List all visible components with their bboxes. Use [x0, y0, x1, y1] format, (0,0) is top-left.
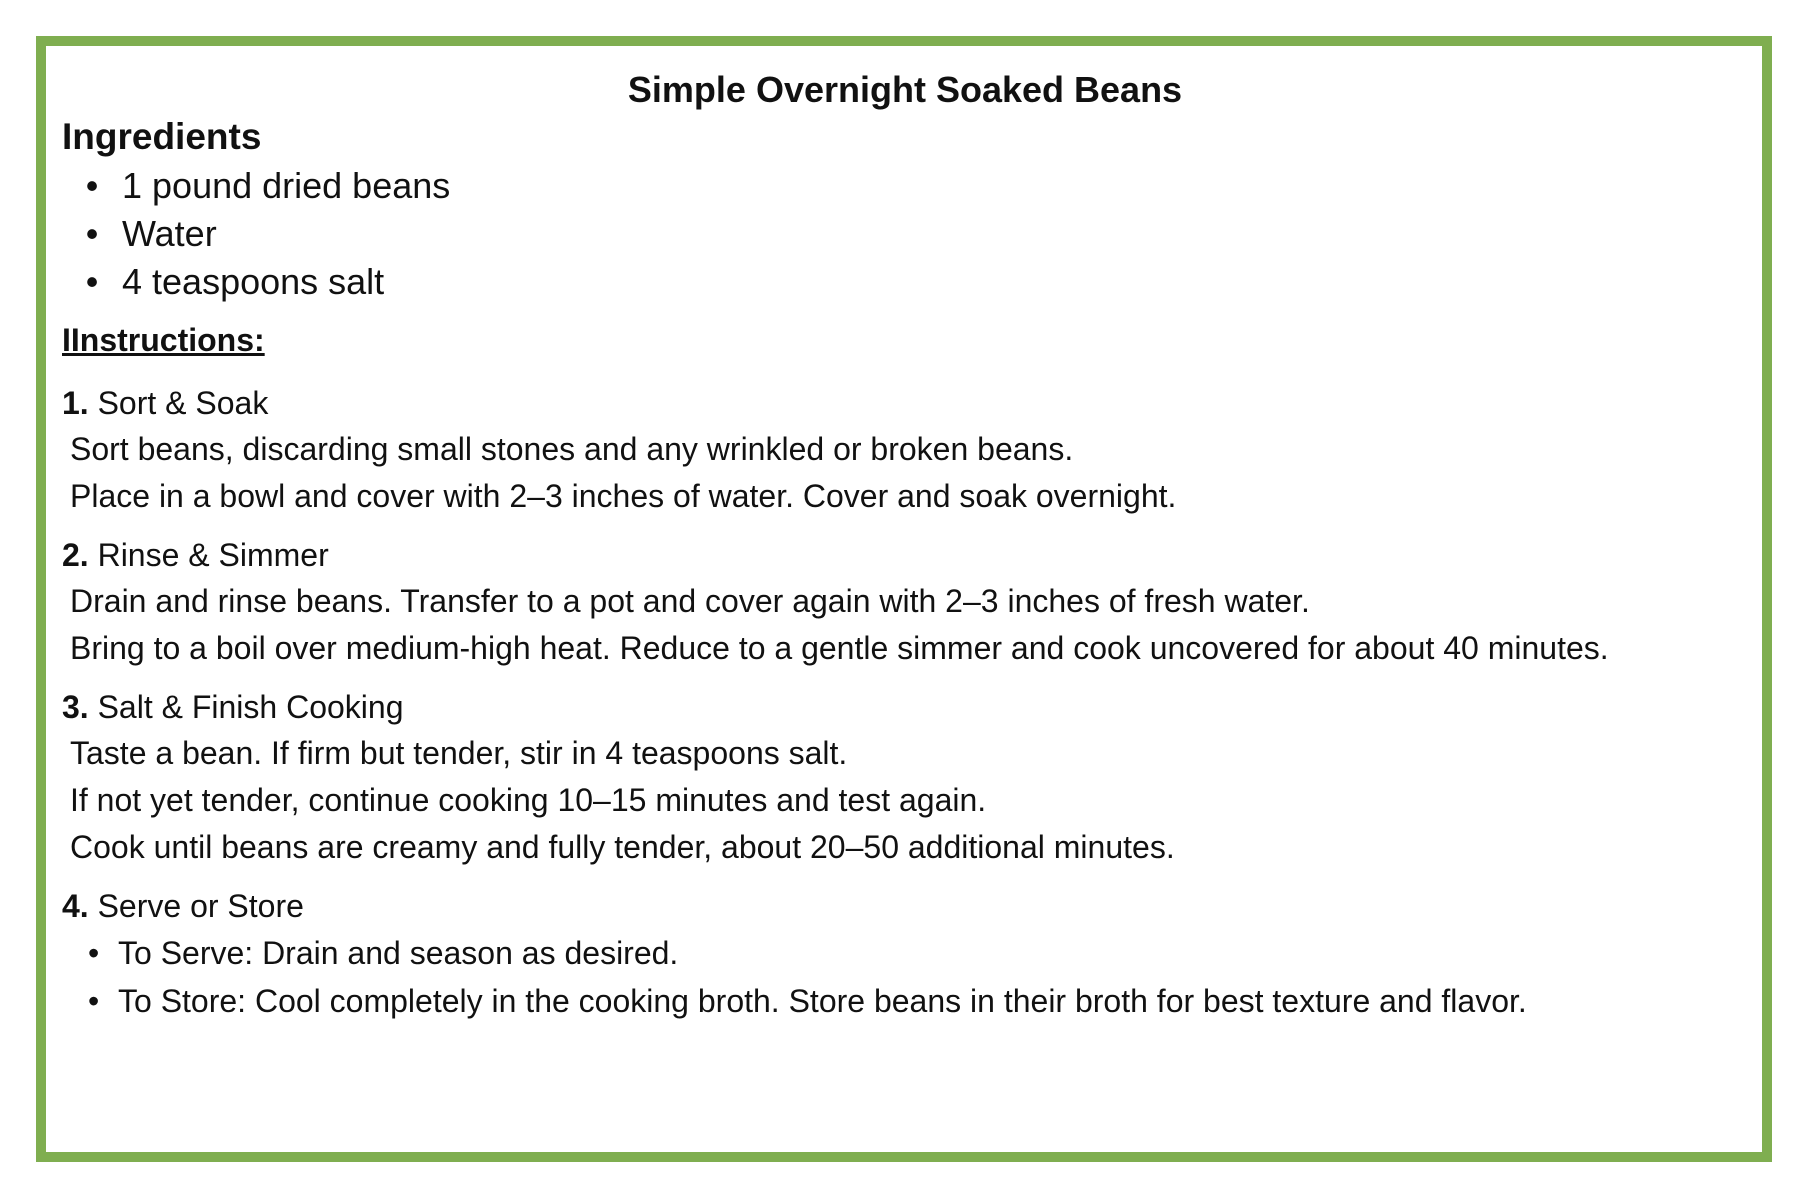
step-line: Cook until beans are creamy and fully tender, about 20–50 additional minutes.	[70, 829, 1175, 865]
bullet-icon: •	[85, 261, 99, 302]
recipe-card	[36, 36, 1772, 1162]
ingredient-item	[62, 258, 1748, 306]
step-title	[62, 883, 1748, 929]
step-number: 4.	[62, 888, 89, 924]
ingredient-text: Water	[122, 213, 217, 254]
ingredient-text: 4 teaspoons salt	[122, 261, 385, 302]
serve-store-item	[88, 929, 1748, 977]
step-line: Sort beans, discarding small stones and any wrinkled or broken beans.	[70, 431, 1074, 467]
step-number: 2.	[62, 537, 89, 573]
step-line: Taste a bean. If firm but tender, stir in 4 teaspoons salt.	[70, 735, 848, 771]
step-2	[62, 532, 1748, 672]
step-1	[62, 380, 1748, 520]
step-title-text: Serve or Store	[97, 888, 304, 924]
ingredient-text: 1 pound dried beans	[122, 165, 451, 206]
step-line: Place in a bowl and cover with 2–3 inches of water. Cover and soak overnight.	[70, 478, 1177, 514]
step-title	[62, 380, 1748, 426]
bullet-icon: •	[88, 935, 100, 971]
serve-store-text: To Serve: Drain and season as desired.	[118, 935, 679, 971]
ingredient-item	[62, 162, 1748, 210]
step-4	[62, 883, 1748, 1025]
step-3	[62, 684, 1748, 871]
bullet-icon: •	[85, 213, 99, 254]
step-line: Drain and rinse beans. Transfer to a pot and cover again with 2–3 inches of fresh water.	[70, 583, 1310, 619]
serve-store-list	[62, 929, 1748, 1025]
ingredient-item	[62, 210, 1748, 258]
step-title	[62, 532, 1748, 578]
step-title	[62, 684, 1748, 730]
instructions-heading: IInstructions:	[62, 322, 265, 358]
step-number: 3.	[62, 689, 89, 725]
bullet-icon: •	[85, 165, 99, 206]
bullet-icon: •	[88, 983, 100, 1019]
step-title-text: Salt & Finish Cooking	[97, 689, 404, 725]
step-line: If not yet tender, continue cooking 10–15 minutes and test again.	[70, 782, 987, 818]
step-line: Bring to a boil over medium-high heat. Reduce to a gentle simmer and cook uncovered for about 40 minutes.	[70, 630, 1609, 666]
step-title-text: Rinse & Simmer	[97, 537, 329, 573]
ingredients-heading: Ingredients	[62, 116, 262, 157]
serve-store-item	[88, 977, 1748, 1025]
ingredients-list	[62, 162, 1748, 306]
step-title-text: Sort & Soak	[97, 385, 269, 421]
serve-store-text: To Store: Cool completely in the cooking broth. Store beans in their broth for best texture and flavor.	[118, 983, 1527, 1019]
recipe-title: Simple Overnight Soaked Beans	[627, 69, 1183, 110]
step-number: 1.	[62, 385, 89, 421]
